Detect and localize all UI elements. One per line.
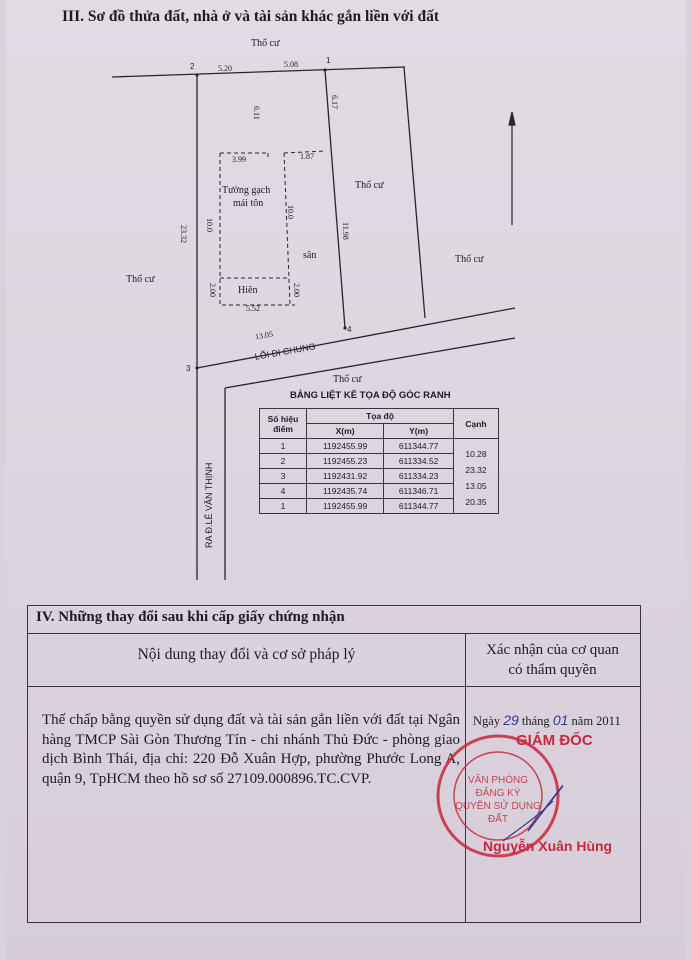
col-point: Số hiệu điểm (260, 409, 307, 439)
dim-bottom: 13.05 (254, 329, 274, 342)
change-content-text: Thế chấp bằng quyền sử dụng đất và tài sản gắn liền với đất tại Ngân hàng TMCP Sài Gòn Thương Tín - chi nhánh Thủ Đức - phòng giao dịch Bình Thái, địa chỉ: 220 Đỗ Xuân Hợp, phường Phước Long A, quận 9, TpHCM theo hồ sơ số 27109.000896.TC.CVP. (42, 712, 460, 787)
house-outline-left (220, 153, 295, 305)
col-authority-confirm: Xác nhận của cơ quan có thẩm quyền (486, 642, 619, 678)
dim-100b: 10.0 (286, 205, 295, 219)
label-far-right-neighbor: Thổ cư (455, 254, 484, 265)
dim-617: 6.17 (330, 95, 339, 109)
section4-title: IV. Những thay đổi sau khi cấp giấy chứng nhận (36, 609, 345, 625)
point-4-label: 4 (347, 325, 352, 334)
label-right-neighbor: Thổ cư (355, 180, 384, 191)
label-common-path: LỐI ĐI CHUNG (254, 341, 317, 362)
section4-box (27, 605, 641, 923)
dim-top-left: 5.20 (218, 64, 232, 73)
neighbor-boundary (404, 67, 425, 318)
director-title: GIÁM ĐỐC (516, 732, 593, 749)
dim-200b: 2.00 (292, 283, 301, 297)
svg-text:ĐĂNG KÝ: ĐĂNG KÝ (475, 788, 521, 799)
label-porch: Hiên (238, 285, 258, 296)
label-wall: Tường gạch (222, 185, 271, 196)
svg-text:ĐẤT: ĐẤT (488, 814, 508, 825)
edge-cell: 10.28 23.32 13.05 20.35 (454, 439, 499, 514)
col-edge: Cạnh (454, 409, 499, 439)
svg-text:QUYỀN SỬ DỤNG: QUYỀN SỬ DỤNG (455, 801, 541, 812)
confirm-date: Ngày 29 tháng 01 năm 2011 (473, 712, 621, 728)
road-edge (225, 338, 515, 388)
dim-top-right: 5.08 (284, 60, 298, 69)
dim-1198: 11.98 (341, 222, 350, 240)
dim-100a: 10.0 (205, 218, 214, 232)
coord-table (259, 408, 499, 514)
bottom-boundary (197, 308, 515, 368)
table-row: 3 1192431.92 611334.23 (260, 469, 499, 484)
dim-187: 1.87 (300, 152, 314, 161)
table-row: 4 1192435.74 611346.71 (260, 484, 499, 499)
signer-name: Nguyễn Xuân Hùng (483, 838, 613, 854)
dim-552: 5.52 (246, 304, 260, 313)
label-street: RA Đ.LÊ VĂN THỊNH (204, 462, 214, 548)
table-row: 1 1192455.99 611344.77 10.28 23.32 13.05 20.35 (260, 439, 499, 454)
label-top-neighbor: Thổ cư (251, 38, 280, 49)
point-3-label: 3 (186, 364, 191, 373)
label-left-neighbor: Thổ cư (126, 274, 155, 285)
table-row: 1 1192455.99 611344.77 (260, 499, 499, 514)
col-change-content: Nội dung thay đổi và cơ sở pháp lý (137, 646, 356, 663)
dim-left-side: 23.32 (179, 225, 188, 243)
table-row: 2 1192455.23 611334.52 (260, 454, 499, 469)
svg-text:VĂN PHÒNG: VĂN PHÒNG (467, 775, 529, 786)
label-bottom-neighbor: Thổ cư (333, 374, 362, 385)
label-yard: sân (303, 250, 317, 261)
north-arrow (509, 112, 515, 225)
point-1-label: 1 (326, 56, 331, 65)
section3-title: III. Sơ đồ thửa đất, nhà ở và tài sản khác gắn liền với đất (62, 8, 440, 25)
point-2-label: 2 (190, 62, 195, 71)
col-coord: Tọa độ (307, 409, 454, 424)
coord-table-title: BẢNG LIỆT KÊ TỌA ĐỘ GÓC RANH (290, 390, 451, 401)
col-x: X(m) (307, 424, 384, 439)
dim-611: 6.11 (252, 106, 261, 120)
top-boundary (112, 67, 405, 77)
dim-399: 3.99 (232, 155, 246, 164)
label-roof: mái tôn (233, 198, 264, 209)
col-y: Y(m) (384, 424, 454, 439)
dim-200a: 2.00 (208, 283, 217, 297)
